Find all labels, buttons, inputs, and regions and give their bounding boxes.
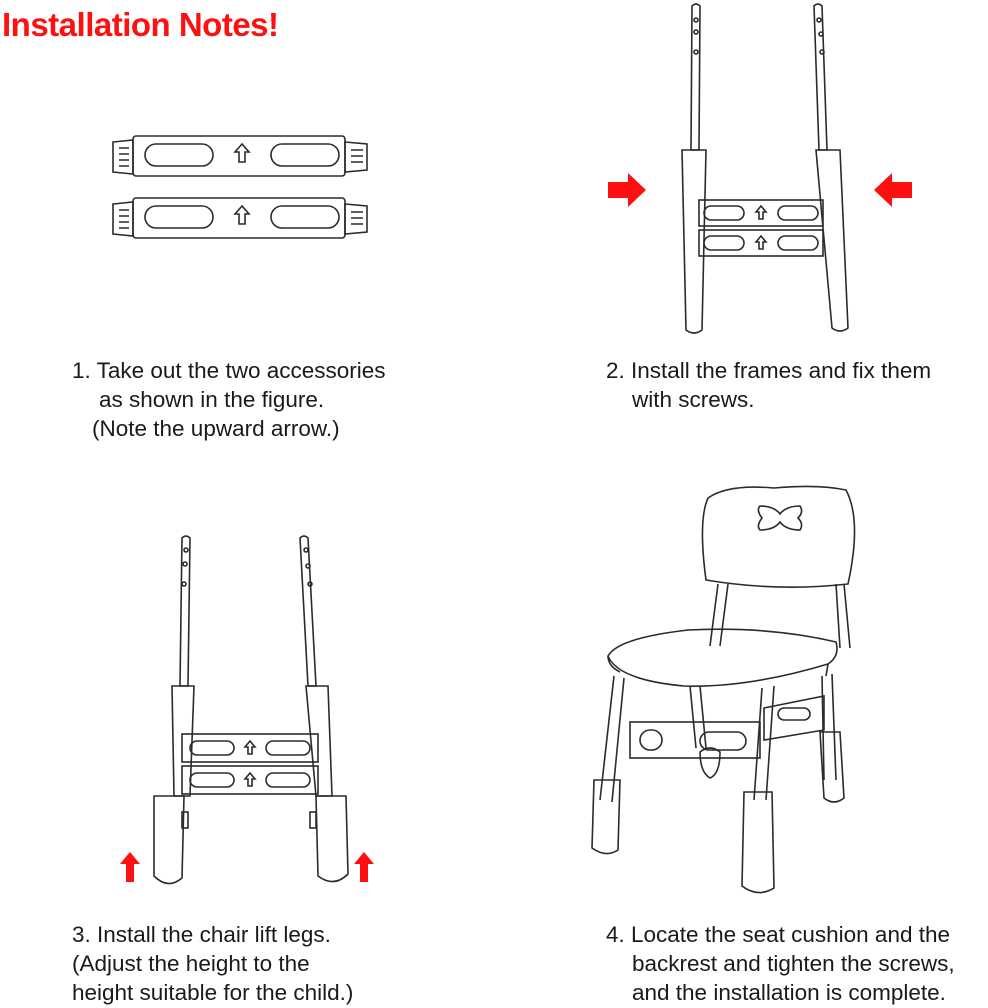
up-arrow-icon (245, 741, 255, 754)
caption-line: 2. Install the frames and fix them (606, 358, 932, 383)
chair-backrest (702, 486, 854, 587)
chair-back-posts (710, 584, 850, 648)
step-2-caption (606, 356, 931, 414)
left-post (682, 4, 706, 333)
up-arrow-icon (756, 236, 766, 249)
up-arrow-icon (756, 206, 766, 219)
up-arrow-icon (245, 773, 255, 786)
chair-back-right-leg (820, 674, 844, 802)
caption-line: 1. Take out the two accessories (72, 358, 386, 383)
up-arrow-icon (235, 206, 249, 224)
step-4-figure (578, 480, 868, 900)
caption-line: height suitable for the child.) (72, 980, 354, 1005)
crossbar-upper (699, 200, 823, 226)
crossbar-lower (699, 230, 823, 256)
chair-front-right-leg (742, 686, 774, 893)
caption-line: (Note the upward arrow.) (92, 416, 340, 441)
crossbar-upper (182, 734, 318, 762)
step-2-figure (600, 0, 920, 340)
right-arrow-icon (608, 173, 646, 207)
caption-line: (Adjust the height to the (72, 951, 310, 976)
bracket-bottom (113, 198, 367, 238)
step-1-caption (72, 356, 386, 443)
step-3-caption (72, 920, 353, 1007)
left-arrow-icon (874, 173, 912, 207)
step-1-figure (105, 130, 375, 245)
up-arrow-icon (354, 852, 374, 882)
right-leg (300, 536, 348, 882)
caption-line: as shown in the figure. (99, 387, 325, 412)
step-4-caption (606, 920, 955, 1007)
caption-line: 4. Locate the seat cushion and the (606, 922, 951, 947)
page-title: Installation Notes! (2, 6, 279, 43)
caption-line: with screws. (632, 387, 755, 412)
caption-line: and the installation is complete. (632, 980, 946, 1005)
step-3-figure (110, 530, 390, 890)
chair-front-left-leg (592, 676, 624, 854)
caption-line: backrest and tighten the screws, (632, 951, 955, 976)
left-leg (154, 536, 194, 884)
right-post (814, 4, 848, 331)
crossbar-lower (182, 766, 318, 794)
up-arrow-icon (120, 852, 140, 882)
bracket-top (113, 136, 367, 176)
caption-line: 3. Install the chair lift legs. (72, 922, 331, 947)
up-arrow-icon (235, 144, 249, 162)
chair-seat (608, 629, 837, 686)
